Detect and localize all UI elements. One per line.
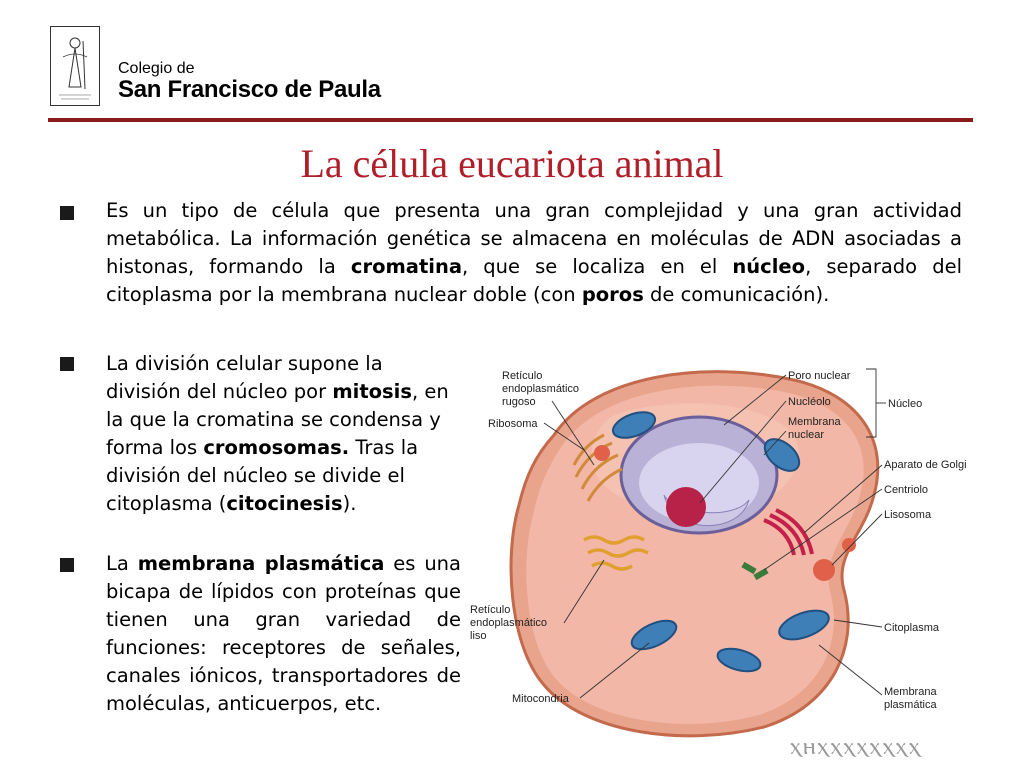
lysosome bbox=[842, 538, 856, 552]
label-golgi: Aparato de Golgi bbox=[884, 459, 967, 471]
label-reticulo-rugoso bbox=[502, 370, 579, 408]
svg-text:liso: liso bbox=[470, 630, 487, 642]
label-lisosoma: Lisosoma bbox=[884, 509, 932, 521]
label-centriolo: Centriolo bbox=[884, 484, 929, 496]
bullet-marker bbox=[60, 206, 74, 220]
school-logo-emblem bbox=[50, 26, 100, 106]
label-poro-nuclear: Poro nuclear bbox=[788, 370, 851, 382]
nucleolus bbox=[666, 487, 706, 527]
label-citoplasma: Citoplasma bbox=[884, 622, 940, 634]
logo-line1: Colegio de bbox=[118, 60, 195, 77]
lysosome bbox=[594, 445, 610, 461]
label-nucleo: Núcleo bbox=[888, 398, 923, 410]
paragraph-plasma-membrane: La membrana plasmática es una bicapa de lípidos con proteínas que tienen una gran variedad de funciones: receptores de señales, canales iónicos, transportadores de moléculas, anticuerpos, etc. bbox=[106, 552, 461, 715]
label-ribosoma: Ribosoma bbox=[488, 418, 538, 430]
svg-text:endoplasmático: endoplasmático bbox=[470, 617, 548, 629]
lysosome bbox=[813, 559, 835, 581]
svg-text:rugoso: rugoso bbox=[502, 396, 536, 408]
svg-text:plasmática: plasmática bbox=[884, 699, 937, 711]
svg-text:Membrana: Membrana bbox=[884, 686, 937, 698]
label-membrana-plasmatica bbox=[884, 686, 937, 711]
paragraph-eukaryotic-cell: Es un tipo de célula que presenta una gran complejidad y una gran actividad metabólica. La información genética se almacena en moléculas de ADN asociadas a histonas, formando la cromatina, que se localiza en el núcleo, separado del citoplasma por la membrana nuclear doble (con poros de comunicación). bbox=[106, 199, 962, 306]
label-nucleolo: Nucléolo bbox=[788, 396, 831, 408]
page-title: La célula eucariota animal bbox=[300, 141, 724, 186]
label-mitocondria: Mitocondria bbox=[512, 693, 569, 705]
bullet-marker bbox=[60, 357, 74, 371]
svg-text:nuclear: nuclear bbox=[788, 429, 825, 441]
footer-decoration: ⲭⲏⲭⲭⲭⲭⲭⲭⲭⲭ bbox=[790, 732, 922, 760]
svg-text:Retículo: Retículo bbox=[470, 604, 511, 616]
svg-text:Retículo: Retículo bbox=[502, 370, 543, 382]
svg-text:endoplasmático: endoplasmático bbox=[502, 383, 580, 395]
svg-text:Membrana: Membrana bbox=[788, 416, 841, 428]
logo-line2: San Francisco de Paula bbox=[118, 76, 381, 103]
animal-cell-diagram bbox=[464, 355, 994, 740]
saint-figure-icon bbox=[51, 27, 99, 105]
header-divider bbox=[48, 118, 973, 122]
bullet-marker bbox=[60, 558, 74, 572]
paragraph-cell-division: La división celular supone la división del núcleo por mitosis, en la que la cromatina se condensa y forma los cromosomas. Tras la división del núcleo se divide el citoplasma (citocinesis). bbox=[106, 352, 449, 515]
